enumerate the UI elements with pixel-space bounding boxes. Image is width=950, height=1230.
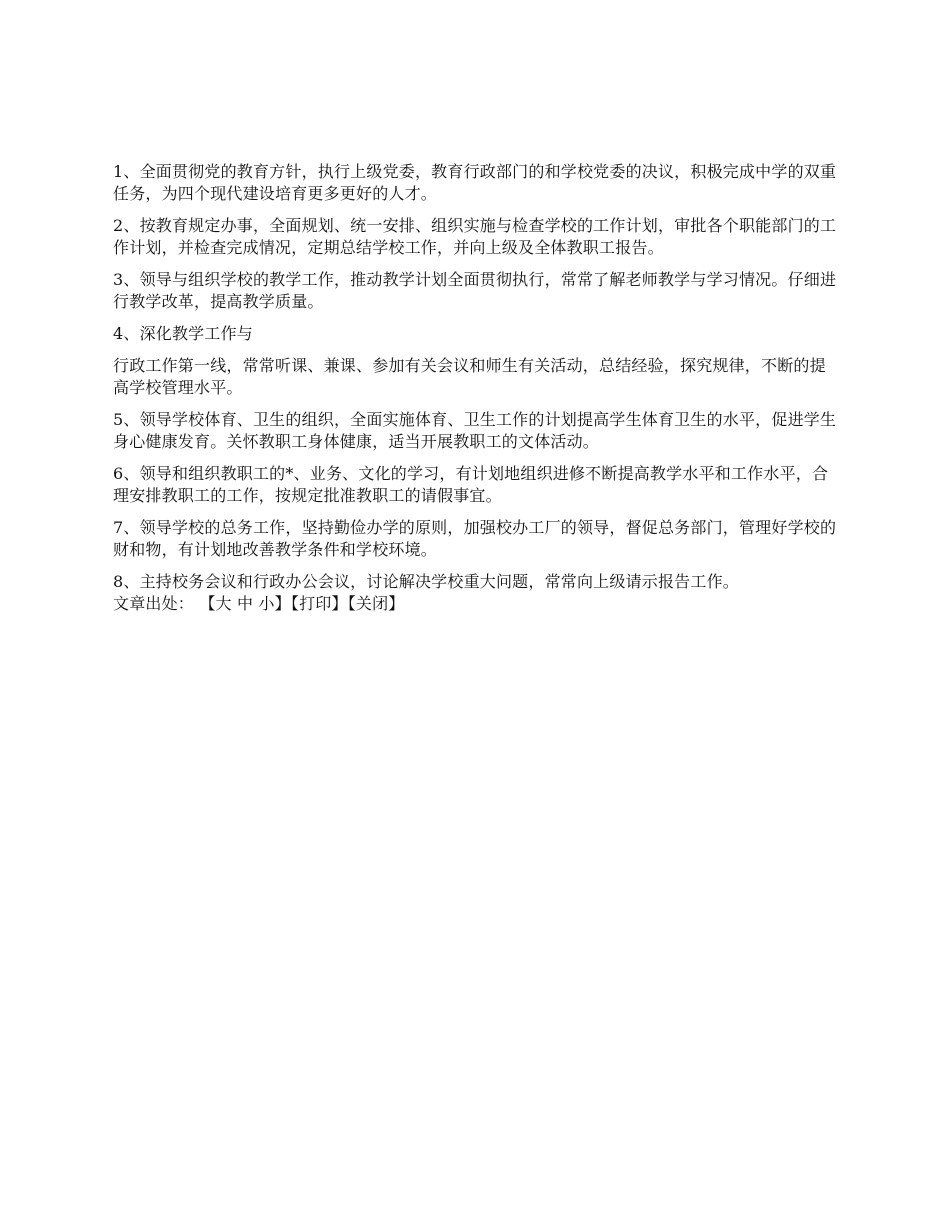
paragraph-1: 1、全面贯彻党的教育方针，执行上级党委，教育行政部门的和学校党委的决议，积极完成中学的双重任务，为四个现代建设培育更多更好的人才。 — [113, 162, 837, 203]
paragraph-4: 4、深化教学工作与 — [113, 324, 253, 343]
paragraph-8: 8、主持校务会议和行政办公会议，讨论解决学校重大问题，常常向上级请示报告工作。 — [113, 572, 739, 591]
close-link[interactable]: 【关闭】 — [347, 594, 405, 613]
source-label: 文章出处： — [113, 594, 195, 613]
article-footer — [113, 593, 838, 615]
paragraph-7: 7、领导学校的总务工作，坚持勤俭办学的原则，加强校办工厂的领导，督促总务部门，管理好学校的财和物，有计划地改善教学条件和学校环境。 — [113, 518, 837, 559]
paragraph-2: 2、按教育规定办事，全面规划、统一安排、组织实施与检查学校的工作计划，审批各个职能部门的工作计划，并检查完成情况，定期总结学校工作，并向上级及全体教职工报告。 — [113, 216, 837, 257]
print-link[interactable]: 【打印】 — [290, 594, 348, 613]
paragraph-6: 6、领导和组织教职工的*、业务、文化的学习，有计划地组织进修不断提高教学水平和工作水平，合理安排教职工的工作，按规定批准教职工的请假事宜。 — [113, 464, 829, 505]
paragraph-3: 3、领导与组织学校的教学工作，推动教学计划全面贯彻执行，常常了解老师教学与学习情况。仔细进行教学改革，提高教学质量。 — [113, 270, 837, 311]
font-size-links[interactable]: 【大 中 小】 — [199, 594, 291, 613]
paragraph-4-continued: 行政工作第一线，常常听课、兼课、参加有关会议和师生有关活动，总结经验，探究规律，不断的提高学校管理水平。 — [113, 356, 826, 397]
paragraph-5: 5、领导学校体育、卫生的组织，全面实施体育、卫生工作的计划提高学生体育卫生的水平，促进学生身心健康发育。关怀教职工身体健康，适当开展教职工的文体活动。 — [113, 410, 837, 451]
document-page — [113, 161, 838, 615]
